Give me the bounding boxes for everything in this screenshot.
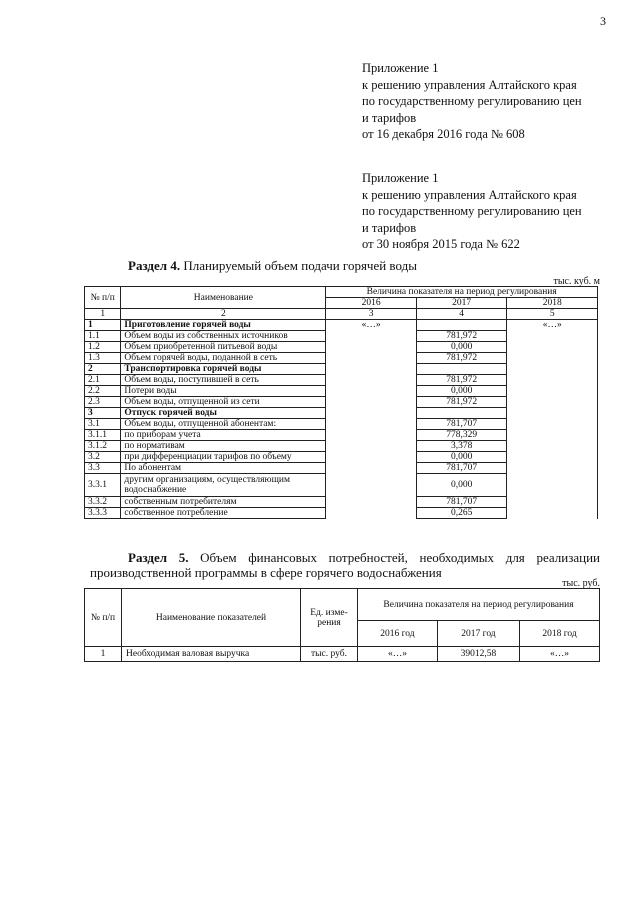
annex-line: к решению управления Алтайского края	[362, 187, 577, 202]
annex-line: Приложение 1	[362, 171, 439, 185]
row-name: другим организациям, осуществляющим водоснабжение	[121, 474, 326, 497]
row-name: при дифференциации тарифов по объему	[121, 452, 326, 463]
row-value-2017: 0,000	[416, 474, 507, 497]
row-value-2017: 781,972	[416, 353, 507, 364]
section5-label: Раздел 5.	[128, 550, 189, 565]
row-value-2017: 781,972	[416, 375, 507, 386]
row-name: по нормативам	[121, 441, 326, 452]
row-name: Объем воды, отпущенной абонентам:	[121, 419, 326, 430]
row-num: 2.1	[85, 375, 121, 386]
row-num: 2	[85, 364, 121, 375]
table-header-row	[85, 589, 600, 621]
financial-needs-table	[84, 588, 600, 662]
header-period: Величина показателя на период регулирования	[358, 589, 600, 621]
section5-unit: тыс. руб.	[562, 578, 600, 589]
row-value-2017	[416, 408, 507, 419]
row-num: 1.1	[85, 331, 121, 342]
table-row	[85, 647, 600, 662]
col-num-1: 1	[85, 309, 121, 320]
row-unit: тыс. руб.	[301, 647, 358, 662]
col-num-2: 2	[121, 309, 326, 320]
annex-line: от 16 декабря 2016 года № 608	[362, 127, 525, 141]
row-name: собственным потребителям	[121, 497, 326, 508]
header-unit: Ед. изме-рения	[301, 589, 358, 647]
header-2018: 2018 год	[520, 621, 600, 647]
row-num: 2.2	[85, 386, 121, 397]
table-row	[85, 320, 598, 331]
col-num-4: 4	[416, 309, 507, 320]
table-header-row	[85, 287, 598, 298]
row-name: По абонентам	[121, 463, 326, 474]
header-2016: 2016 год	[358, 621, 438, 647]
row-value-2017: 0,000	[416, 386, 507, 397]
row-num: 3.3.1	[85, 474, 121, 497]
row-name: Транспортировка горячей воды	[121, 364, 326, 375]
row-name: Объем воды из собственных источников	[121, 331, 326, 342]
row-num: 1.3	[85, 353, 121, 364]
row-name: Объем приобретенной питьевой воды	[121, 342, 326, 353]
row-value-2017: 778,329	[416, 430, 507, 441]
row-num: 1.2	[85, 342, 121, 353]
row-value-2017: 781,707	[416, 463, 507, 474]
row-num: 3.2	[85, 452, 121, 463]
annex-line: по государственному регулированию цен	[362, 204, 582, 218]
header-2016: 2016	[326, 298, 417, 309]
annex-header-current	[362, 60, 612, 143]
row-num: 3.3	[85, 463, 121, 474]
row-num: 1	[85, 647, 122, 662]
row-value-2017: 39012,58	[437, 647, 519, 662]
section5-heading: Объем финансовых потребностей, необходимых для реализации производственной программы в сфере горячего водоснабжения	[90, 550, 600, 580]
col-num-3: 3	[326, 309, 417, 320]
section4-label: Раздел 4.	[128, 258, 181, 273]
header-2018: 2018	[507, 298, 598, 309]
section4-heading: Планируемый объем подачи горячей воды	[180, 258, 417, 273]
annex-line: и тарифов	[362, 220, 417, 235]
row-value-2017	[416, 320, 507, 331]
annex-header-previous	[362, 170, 612, 253]
row-value-2017: 781,707	[416, 419, 507, 430]
row-name: Приготовление горячей воды	[121, 320, 326, 331]
header-num: № п/п	[85, 589, 122, 647]
row-num: 2.3	[85, 397, 121, 408]
row-value-2016: «…»	[358, 647, 438, 662]
row-value-2018: «…»	[520, 647, 600, 662]
row-value-2017: 781,707	[416, 497, 507, 508]
col-num-5: 5	[507, 309, 598, 320]
row-name: Отпуск горячей воды	[121, 408, 326, 419]
header-2017: 2017	[416, 298, 507, 309]
row-name: по приборам учета	[121, 430, 326, 441]
row-name: Объем горячей воды, поданной в сеть	[121, 353, 326, 364]
row-name: Потери воды	[121, 386, 326, 397]
row-name: Объем воды, поступившей в сеть	[121, 375, 326, 386]
page-number: 3	[600, 14, 606, 28]
header-2017: 2017 год	[437, 621, 519, 647]
row-num: 3.1.2	[85, 441, 121, 452]
row-value-2017: 781,972	[416, 331, 507, 342]
row-name: Объем воды, отпущенной из сети	[121, 397, 326, 408]
section4-unit: тыс. куб. м	[553, 276, 600, 287]
row-value-2017: 0,000	[416, 452, 507, 463]
header-name: Наименование показателей	[122, 589, 301, 647]
annex-line: и тарифов	[362, 110, 417, 125]
annex-line: к решению управления Алтайского края	[362, 77, 577, 92]
row-value-2017: 0,265	[416, 508, 507, 519]
row-value-2017: 781,972	[416, 397, 507, 408]
row-num: 1	[85, 320, 121, 331]
row-num: 3.3.3	[85, 508, 121, 519]
header-name: Наименование	[121, 287, 326, 309]
annex-line: Приложение 1	[362, 61, 439, 75]
annex-line: по государственному регулированию цен	[362, 94, 582, 108]
row-value-2017: 3,378	[416, 441, 507, 452]
value-2018-placeholder: «…»	[507, 320, 598, 519]
section4-title	[128, 258, 417, 274]
row-num: 3.1	[85, 419, 121, 430]
row-name: собственное потребление	[121, 508, 326, 519]
row-num: 3.1.1	[85, 430, 121, 441]
row-value-2017: 0,000	[416, 342, 507, 353]
table-column-numbers	[85, 309, 598, 320]
header-period: Величина показателя на период регулирования	[326, 287, 598, 298]
row-name: Необходимая валовая выручка	[122, 647, 301, 662]
row-num: 3	[85, 408, 121, 419]
hot-water-volume-table	[84, 286, 598, 519]
section5-title	[90, 550, 600, 580]
annex-line: от 30 ноября 2015 года № 622	[362, 237, 520, 251]
row-num: 3.3.2	[85, 497, 121, 508]
value-2016-placeholder: «…»	[326, 320, 417, 519]
header-num: № п/п	[85, 287, 121, 309]
row-value-2017	[416, 364, 507, 375]
